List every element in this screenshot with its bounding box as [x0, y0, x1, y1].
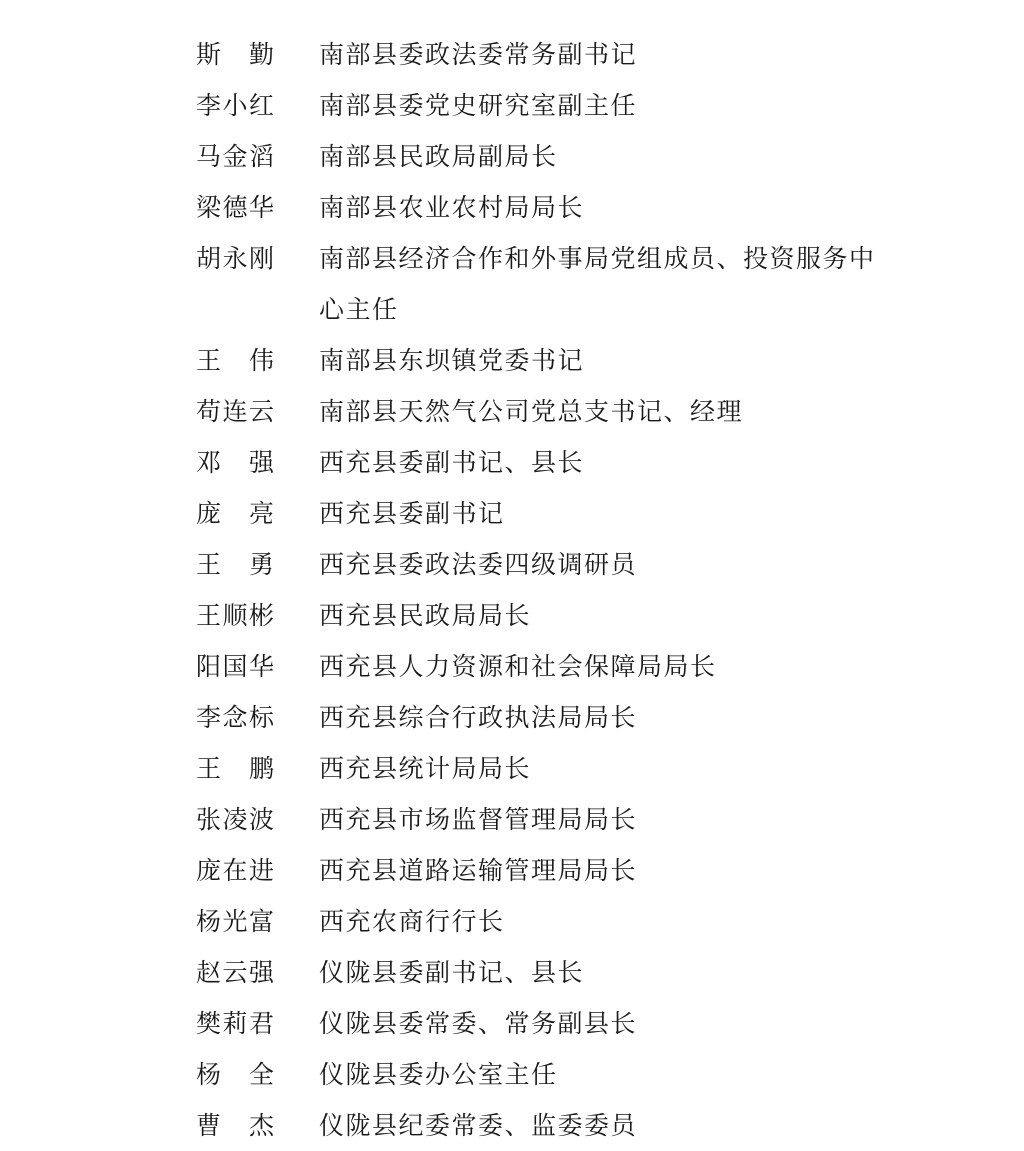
person-title: 西充县委政法委四级调研员: [319, 550, 638, 579]
person-name: 庞 亮: [196, 499, 274, 528]
list-item: [0, 386, 1024, 437]
person-name: 王 鹏: [196, 754, 274, 783]
list-item: [0, 233, 1024, 335]
person-name: 王 顺 彬: [196, 601, 274, 630]
person-title: 南部县天然气公司党总支书记、经理: [319, 397, 744, 426]
person-name: 斯 勤: [196, 40, 274, 69]
list-item: [0, 743, 1024, 794]
list-item: [0, 845, 1024, 896]
person-title: 西充县委副书记: [319, 499, 505, 528]
list-item: [0, 947, 1024, 998]
list-item: [0, 437, 1024, 488]
person-title: 西充县人力资源和社会保障局局长: [319, 652, 717, 681]
person-title: 西充农商行行长: [319, 907, 505, 936]
list-item: [0, 998, 1024, 1049]
person-name: 樊 莉 君: [196, 1009, 274, 1038]
person-name: 杨 全: [196, 1060, 274, 1089]
list-item: [0, 1100, 1024, 1151]
list-item: [0, 896, 1024, 947]
list-item: [0, 539, 1024, 590]
person-name: 胡 永 刚: [196, 244, 274, 273]
person-name: 邓 强: [196, 448, 274, 477]
list-item: [0, 488, 1024, 539]
person-name: 赵 云 强: [196, 958, 274, 987]
person-title: 南部县经济合作和外事局党组成员、投资服务中心主任: [319, 244, 876, 324]
list-item: [0, 1049, 1024, 1100]
list-item: [0, 794, 1024, 845]
person-title: 西充县市场监督管理局局长: [319, 805, 638, 834]
person-name: 李 念 标: [196, 703, 274, 732]
list-item: [0, 335, 1024, 386]
person-name: 梁 德 华: [196, 193, 274, 222]
list-item: [0, 80, 1024, 131]
person-name: 庞 在 进: [196, 856, 274, 885]
list-item: [0, 29, 1024, 80]
list-item: [0, 131, 1024, 182]
person-title: 仪陇县委常委、常务副县长: [319, 1009, 638, 1038]
person-title: 仪陇县委办公室主任: [319, 1060, 558, 1089]
list-item: [0, 641, 1024, 692]
person-name: 王 伟: [196, 346, 274, 375]
list-item: [0, 692, 1024, 743]
person-title: 仪陇县纪委常委、监委委员: [319, 1111, 638, 1140]
person-name: 王 勇: [196, 550, 274, 579]
person-title: 南部县农业农村局局长: [319, 193, 585, 222]
person-title: 仪陇县委副书记、县长: [319, 958, 585, 987]
person-name: 杨 光 富: [196, 907, 274, 936]
person-title: 南部县委政法委常务副书记: [319, 40, 638, 69]
person-title: 南部县委党史研究室副主任: [319, 91, 638, 120]
person-title: 西充县委副书记、县长: [319, 448, 585, 477]
person-title: 西充县民政局局长: [319, 601, 532, 630]
person-title: 南部县东坝镇党委书记: [319, 346, 585, 375]
person-name: 李 小 红: [196, 91, 274, 120]
person-name: 马 金 滔: [196, 142, 274, 171]
person-title: 西充县道路运输管理局局长: [319, 856, 638, 885]
person-title: 西充县综合行政执法局局长: [319, 703, 638, 732]
person-title: 南部县民政局副局长: [319, 142, 558, 171]
person-title: 西充县统计局局长: [319, 754, 532, 783]
person-name: 苟 连 云: [196, 397, 274, 426]
personnel-list: [0, 29, 1024, 1151]
person-name: 曹 杰: [196, 1111, 274, 1140]
list-item: [0, 590, 1024, 641]
list-item: [0, 182, 1024, 233]
person-name: 阳 国 华: [196, 652, 274, 681]
person-name: 张 凌 波: [196, 805, 274, 834]
